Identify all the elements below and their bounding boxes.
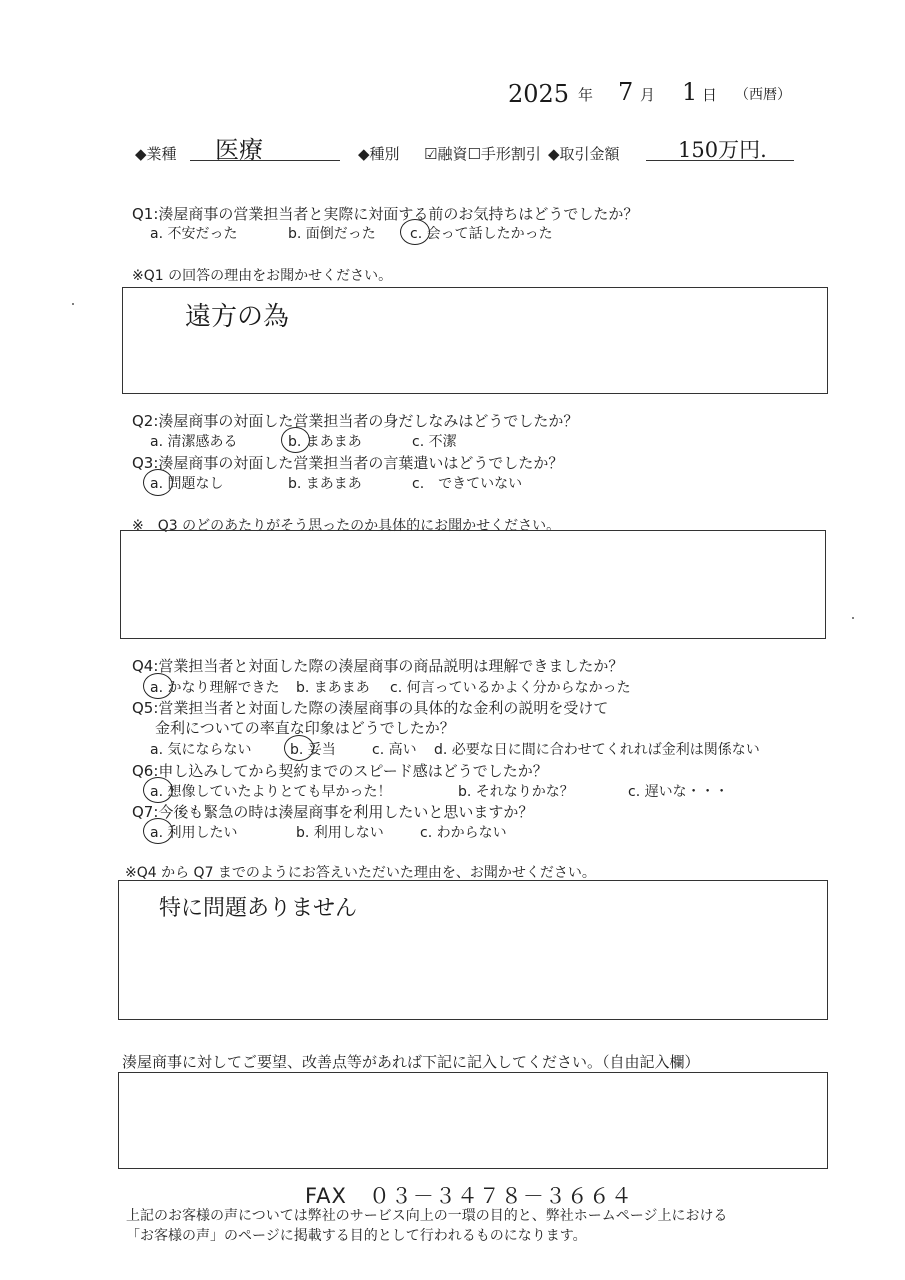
q4-7-reason-label: ※Q4 から Q7 までのようにお答えいただいた理由を、お聞かせください。 bbox=[125, 865, 596, 881]
date-month-label: 月 bbox=[640, 86, 656, 104]
q7-selection-circle bbox=[143, 818, 173, 844]
q4-option-b: b. まあまあ bbox=[296, 680, 370, 696]
q1-selection-circle bbox=[400, 219, 430, 245]
scan-speck bbox=[72, 303, 74, 305]
free-comment-label: 湊屋商事に対してご要望、改善点等があれば下記に記入してください。（自由記入欄） bbox=[122, 1053, 700, 1071]
q3-reason-label: ※ Q3 のどのあたりがそう思ったのか具体的にお聞かせください。 bbox=[132, 518, 561, 534]
q5-option-b: b. 妥当 bbox=[290, 742, 336, 758]
q5-question-line1: Q5:営業担当者と対面した際の湊屋商事の具体的な金利の説明を受けて bbox=[132, 699, 609, 717]
q1-option-a: a. 不安だった bbox=[150, 226, 238, 242]
scan-speck bbox=[852, 617, 854, 619]
q5-selection-circle bbox=[284, 735, 314, 761]
q3-option-c: c. できていない bbox=[412, 476, 523, 492]
q2-option-b: b. まあまあ bbox=[288, 434, 362, 450]
type-label: ◆種別 bbox=[358, 145, 400, 163]
date-day-label: 日 bbox=[702, 86, 718, 104]
q6-selection-circle bbox=[143, 777, 173, 803]
q1-question: Q1:湊屋商事の営業担当者と実際に対面する前のお気持ちはどうでしたか？ bbox=[132, 205, 639, 223]
industry-value: 医療 bbox=[215, 136, 263, 164]
type-options: ☑融資☐手形割引 bbox=[424, 145, 541, 163]
q3-selection-circle bbox=[143, 469, 173, 496]
q1-reason-box[interactable] bbox=[122, 287, 828, 394]
q2-option-c: c. 不潔 bbox=[412, 434, 457, 450]
q3-question: Q3:湊屋商事の対面した営業担当者の言葉遣いはどうでしたか？ bbox=[132, 454, 564, 472]
q1-reason-answer: 遠方の為 bbox=[185, 302, 290, 332]
amount-label: ◆取引金額 bbox=[548, 145, 620, 163]
q2-question: Q2:湊屋商事の対面した営業担当者の身だしなみはどうでしたか？ bbox=[132, 412, 579, 430]
date-day: 1 bbox=[682, 78, 698, 106]
q7-question: Q7:今後も緊急の時は湊屋商事を利用したいと思いますか？ bbox=[132, 803, 534, 821]
q4-question: Q4:営業担当者と対面した際の湊屋商事の商品説明は理解できましたか？ bbox=[132, 657, 624, 675]
q2-selection-circle bbox=[281, 427, 310, 453]
q3-option-b: b. まあまあ bbox=[288, 476, 362, 492]
free-comment-box[interactable] bbox=[118, 1072, 828, 1169]
q5-option-a: a. 気にならない bbox=[150, 742, 252, 758]
q6-option-a: a. 想像していたよりとても早かった！ bbox=[150, 784, 392, 800]
q4-selection-circle bbox=[143, 673, 173, 699]
q5-option-d: d. 必要な日に間に合わせてくれれば金利は関係ない bbox=[434, 742, 760, 758]
q1-option-b: b. 面倒だった bbox=[288, 226, 376, 242]
q4-7-reason-answer: 特に問題ありません bbox=[159, 896, 358, 921]
q5-question-line2: 金利についての率直な印象はどうでしたか？ bbox=[155, 719, 455, 737]
q4-option-a: a. かなり理解できた bbox=[150, 680, 280, 696]
footer-note-line2: 「お客様の声」のページに掲載する目的として行われるものになります。 bbox=[126, 1228, 587, 1244]
q4-option-c: c. 何言っているかよく分からなかった bbox=[390, 680, 631, 696]
q6-question: Q6:申し込みしてから契約までのスピード感はどうでしたか？ bbox=[132, 762, 548, 780]
q4-7-reason-box[interactable] bbox=[118, 880, 828, 1020]
amount-value: 150万円. bbox=[678, 138, 767, 162]
q3-reason-box[interactable] bbox=[120, 530, 826, 639]
footer-note-line1: 上記のお客様の声については弊社のサービス向上の一環の目的と、弊社ホームページ上における bbox=[126, 1208, 728, 1224]
q7-option-a: a. 利用したい bbox=[150, 825, 238, 841]
q2-option-a: a. 清潔感ある bbox=[150, 434, 238, 450]
q3-option-a: a. 問題なし bbox=[150, 476, 224, 492]
q6-option-b: b. それなりかな？ bbox=[458, 784, 574, 800]
date-year: 2025 bbox=[508, 80, 570, 108]
date-year-label: 年 bbox=[578, 86, 594, 104]
q5-option-c: c. 高い bbox=[372, 742, 417, 758]
industry-underline bbox=[190, 160, 340, 161]
q6-option-c: c. 遅いな・・・ bbox=[628, 784, 729, 800]
date-month: 7 bbox=[618, 78, 634, 106]
q7-option-c: c. わからない bbox=[420, 825, 507, 841]
amount-underline bbox=[646, 160, 794, 161]
industry-label: ◆業種 bbox=[135, 145, 177, 163]
fax-number: FAX ０３－３４７８－３６６４ bbox=[305, 1184, 633, 1208]
date-era: （西暦） bbox=[735, 87, 791, 103]
q1-option-c: c. 会って話したかった bbox=[410, 226, 553, 242]
q1-reason-label: ※Q1 の回答の理由をお聞かせください。 bbox=[132, 268, 393, 284]
q7-option-b: b. 利用しない bbox=[296, 825, 384, 841]
